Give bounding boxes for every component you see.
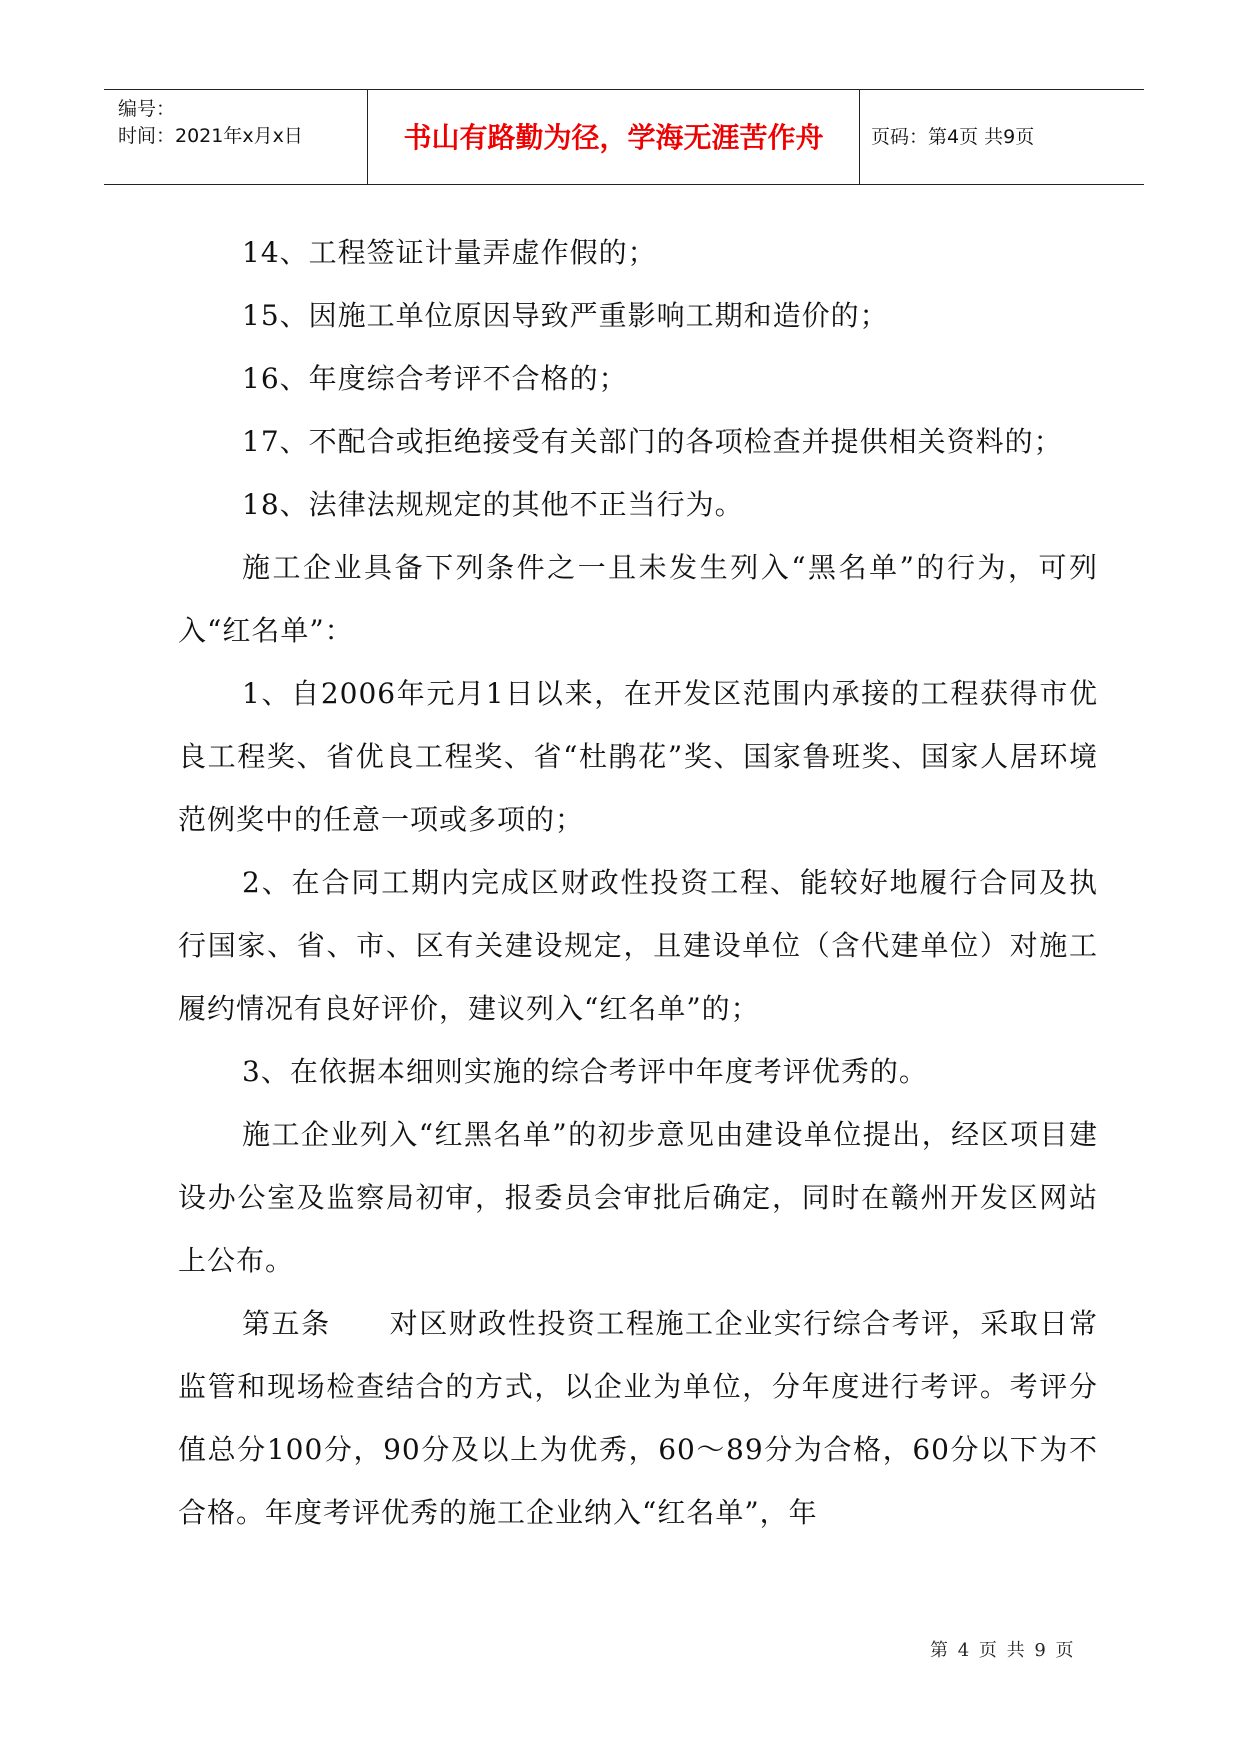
paragraph: 16、年度综合考评不合格的； (242, 362, 628, 395)
time-label: 时间：2021年x月x日 (118, 125, 303, 147)
document-body (178, 221, 1098, 1544)
header-page-number: 页码：第4页 共9页 (871, 126, 1035, 148)
paragraph: 1、自2006年元月1日以来，在开发区范围内承接的工程获得市优良工程奖、省优良工程奖、省“杜鹃花”奖、国家鲁班奖、国家人居环境范例奖中的任意一项或多项的； (178, 677, 1098, 836)
paragraph: 14、工程签证计量弄虚作假的； (242, 236, 657, 269)
paragraph: 2、在合同工期内完成区财政性投资工程、能较好地履行合同及执行国家、省、市、区有关建设规定，且建设单位（含代建单位）对施工履约情况有良好评价，建议列入“红名单”的； (178, 866, 1098, 1025)
header-meta (118, 96, 303, 150)
header-motto: 书山有路勤为径，学海无涯苦作舟 (403, 121, 824, 154)
paragraph: 3、在依据本细则实施的综合考评中年度考评优秀的。 (242, 1055, 928, 1088)
header-divider (859, 90, 860, 184)
paragraph: 施工企业列入“红黑名单”的初步意见由建设单位提出，经区项目建设办公室及监察局初审，报委员会审批后确定，同时在赣州开发区网站上公布。 (178, 1118, 1098, 1277)
page-header (104, 89, 1144, 185)
paragraph: 施工企业具备下列条件之一且未发生列入“黑名单”的行为，可列入“红名单”： (178, 551, 1098, 647)
paragraph: 17、不配合或拒绝接受有关部门的各项检查并提供相关资料的； (242, 425, 1063, 458)
page-footer: 第 4 页 共 9 页 (930, 1640, 1076, 1661)
paragraph: 18、法律法规规定的其他不正当行为。 (242, 488, 744, 521)
paragraph: 第五条 对区财政性投资工程施工企业实行综合考评，采取日常监管和现场检查结合的方式，以企业为单位，分年度进行考评。考评分值总分100分，90分及以上为优秀，60～89分为合格，60分以下为不合格。年度考评优秀的施工企业纳入“红名单”，年 (178, 1307, 1098, 1529)
paragraph: 15、因施工单位原因导致严重影响工期和造价的； (242, 299, 889, 332)
serial-number-label: 编号： (118, 98, 176, 120)
